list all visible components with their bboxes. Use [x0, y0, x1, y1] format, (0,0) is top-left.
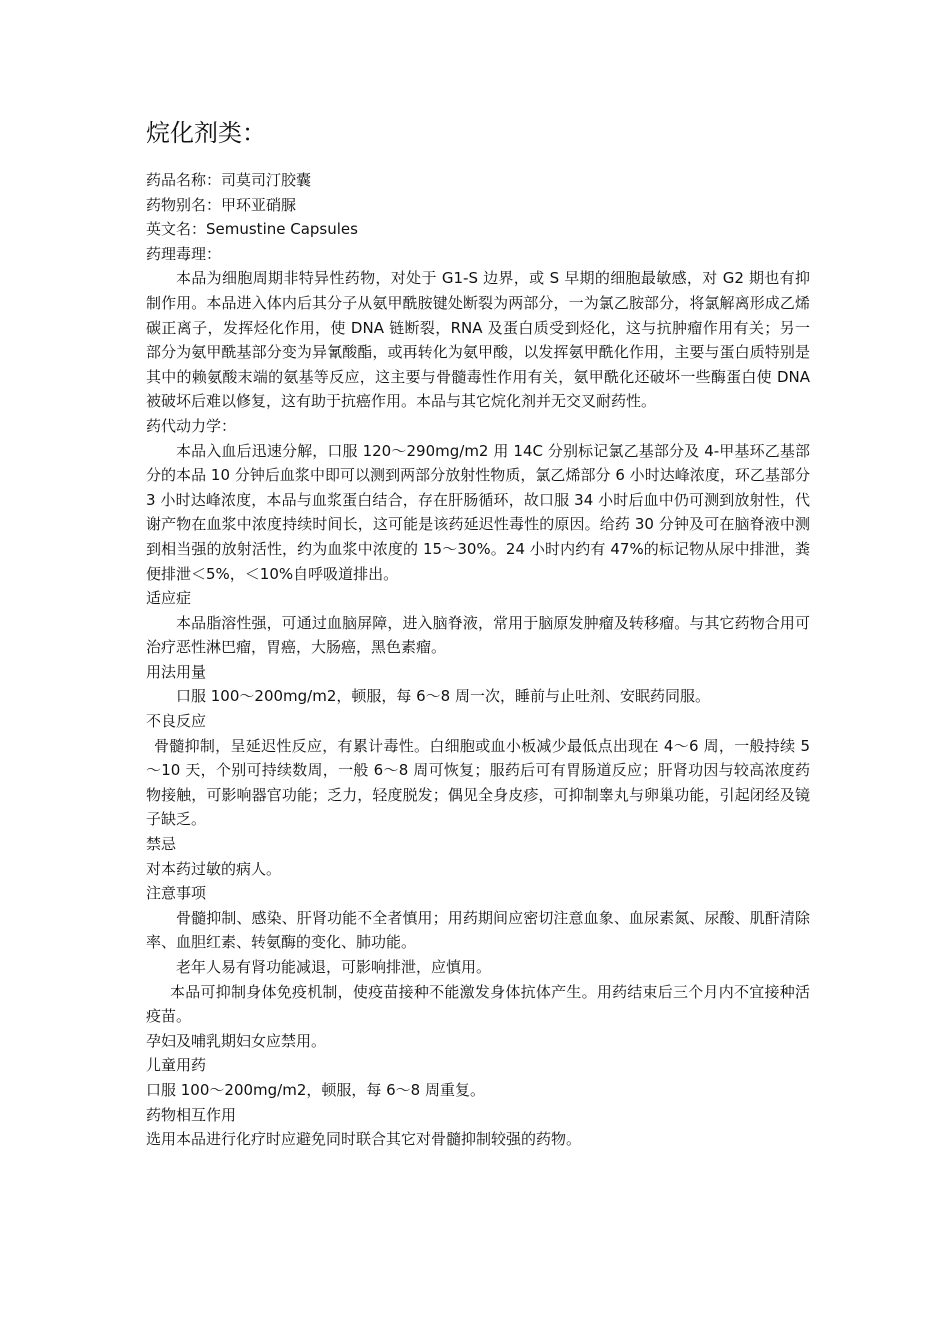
- dosage-text: 口服 100～200mg/m2，顿服，每 6～8 周一次，睡前与止吐剂、安眠药同服。: [176, 687, 710, 706]
- contraindications-text: 对本药过敏的病人。: [146, 859, 282, 878]
- pediatric-heading: 儿童用药: [146, 1056, 207, 1075]
- drug-alias: 药物别名：甲环亚硝脲: [146, 195, 297, 214]
- english-name: 英文名：Semustine Capsules: [146, 220, 358, 239]
- contraindications-heading: 禁忌: [146, 835, 177, 854]
- document-body: [146, 118, 810, 1152]
- pharmacology-heading: 药理毒理：: [146, 244, 222, 263]
- precautions-paragraph-4: 孕妇及哺乳期妇女应禁用。: [146, 1031, 327, 1050]
- precautions-paragraph-3: 本品可抑制身体免疫机制，使疫苗接种不能激发身体抗体产生。用药结束后三个月内不宜接种活疫苗。: [146, 982, 810, 1026]
- page-title: 烷化剂类：: [146, 119, 266, 147]
- precautions-heading: 注意事项: [146, 884, 207, 903]
- indications-heading: 适应症: [146, 589, 192, 608]
- dosage-heading: 用法用量: [146, 662, 207, 681]
- precautions-paragraph-1: 骨髓抑制、感染、肝肾功能不全者慎用；用药期间应密切注意血象、血尿素氮、尿酸、肌酐清除率、血胆红素、转氨酶的变化、肺功能。: [146, 908, 810, 952]
- indications-text: 本品脂溶性强，可通过血脑屏障，进入脑脊液，常用于脑原发肿瘤及转移瘤。与其它药物合用可治疗恶性淋巴瘤，胃癌，大肠癌，黑色素瘤。: [146, 613, 810, 657]
- pharmacology-text: 本品为细胞周期非特异性药物，对处于 G1-S 边界，或 S 早期的细胞最敏感，对 G2 期也有抑制作用。本品进入体内后其分子从氨甲酰胺键处断裂为两部分，一为氯乙胺部分，将氯解离形成乙烯碳正离子，发挥烃化作用，使 DNA 链断裂，RNA 及蛋白质受到烃化，这与抗肿瘤作用有关；另一部分为氨甲酰基部分变为异氰酸酯，或再转化为氨甲酸，以发挥氨甲酰化作用，主要与蛋白质特别是其中的赖氨酸末端的氨基等反应，这主要与骨髓毒性作用有关，氨甲酰化还破坏一些酶蛋白使 DNA 被破坏后难以修复，这有助于抗癌作用。本品与其它烷化剂并无交叉耐药性。: [146, 269, 810, 411]
- pharmacokinetics-text: 本品入血后迅速分解，口服 120～290mg/m2 用 14C 分别标记氯乙基部分及 4-甲基环乙基部分的本品 10 分钟后血浆中即可以测到两部分放射性物质，氯乙烯部分 6 小时达峰浓度，环乙基部分 3 小时达峰浓度，本品与血浆蛋白结合，存在肝肠循环，故口服 34 小时后血中仍可测到放射性，代谢产物在血浆中浓度持续时间长，这可能是该药延迟性毒性的原因。给药 30 分钟及可在脑脊液中测到相当强的放射活性，约为血浆中浓度的 15～30%。24 小时内约有 47%的标记物从尿中排泄，粪便排泄＜5%，＜10%自呼吸道排出。: [146, 441, 810, 583]
- interactions-text: 选用本品进行化疗时应避免同时联合其它对骨髓抑制较强的药物。: [146, 1130, 582, 1149]
- interactions-heading: 药物相互作用: [146, 1105, 237, 1124]
- pediatric-text: 口服 100～200mg/m2，顿服，每 6～8 周重复。: [146, 1080, 485, 1099]
- adverse-heading: 不良反应: [146, 712, 207, 731]
- adverse-text: 骨髓抑制，呈延迟性反应，有累计毒性。白细胞或血小板减少最低点出现在 4～6 周，一般持续 5～10 天，个别可持续数周，一般 6～8 周可恢复；服药后可有胃肠道反应；肝肾功因与较高浓度药物接触，可影响器官功能；乏力，轻度脱发；偶见全身皮疹，可抑制睾丸与卵巢功能，引起闭经及镜子缺乏。: [146, 736, 810, 829]
- drug-name: 药品名称：司莫司汀胶囊: [146, 171, 312, 189]
- pharmacokinetics-heading: 药代动力学：: [146, 416, 237, 435]
- precautions-paragraph-2: 老年人易有肾功能减退，可影响排泄，应慎用。: [176, 958, 492, 976]
